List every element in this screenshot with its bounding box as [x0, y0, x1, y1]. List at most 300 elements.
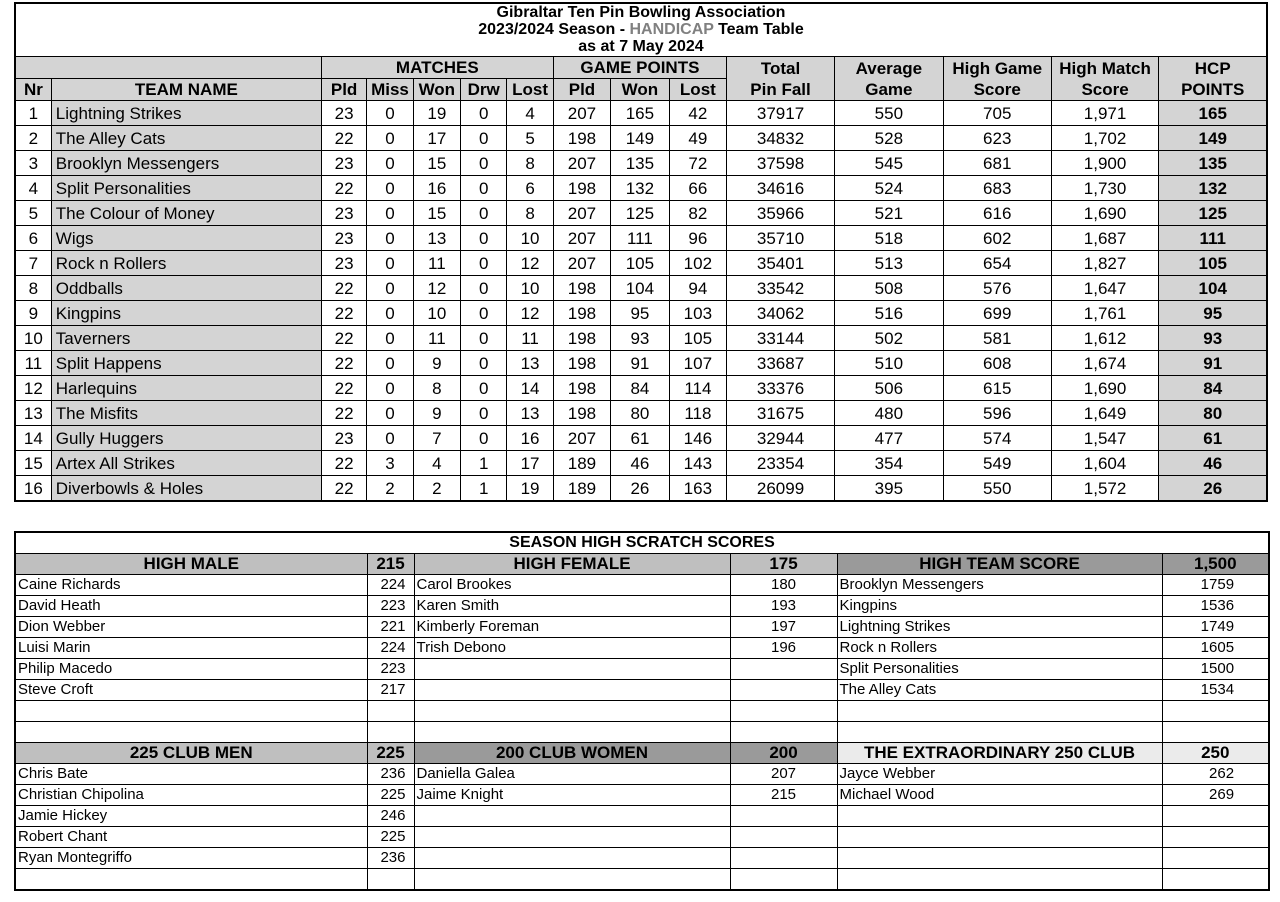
gwon-cell: 149 [611, 126, 669, 151]
gpld-cell: 207 [553, 226, 610, 251]
pld-cell: 22 [321, 326, 366, 351]
list-item [15, 848, 1269, 869]
bowler-name: Philip Macedo [15, 659, 367, 680]
gpld-cell: 207 [553, 251, 610, 276]
pinfall-cell: 31675 [727, 401, 835, 426]
team-name-cell: Split Personalities [51, 176, 321, 201]
hmatch-cell: 1,547 [1051, 426, 1159, 451]
gpld-cell: 189 [553, 476, 610, 502]
team-name-cell: Taverners [51, 326, 321, 351]
matches-pld-header: Pld [321, 79, 366, 101]
pld-cell: 22 [321, 451, 366, 476]
avg-cell: 513 [834, 251, 943, 276]
hmatch-cell: 1,702 [1051, 126, 1159, 151]
bowler-name: Michael Wood [837, 785, 1162, 806]
gpld-cell: 198 [553, 126, 610, 151]
gwon-cell: 91 [611, 351, 669, 376]
list-item [15, 827, 1269, 848]
hcp-points-cell: 105 [1159, 251, 1267, 276]
bowler-name [414, 701, 730, 722]
hmatch-cell: 1,674 [1051, 351, 1159, 376]
list-item [15, 806, 1269, 827]
team-name-cell: The Alley Cats [51, 126, 321, 151]
avg-cell: 508 [834, 276, 943, 301]
table-row [15, 451, 1267, 476]
miss-cell: 0 [367, 376, 413, 401]
bowler-name: David Heath [15, 596, 367, 617]
drw-cell: 0 [461, 351, 507, 376]
pinfall-cell: 37598 [727, 151, 835, 176]
pld-cell: 23 [321, 101, 366, 126]
gpld-cell: 198 [553, 351, 610, 376]
gwon-cell: 84 [611, 376, 669, 401]
avg-cell: 502 [834, 326, 943, 351]
team-name-cell: The Misfits [51, 401, 321, 426]
pinfall-cell: 33687 [727, 351, 835, 376]
score-value [1162, 701, 1269, 722]
drw-cell: 0 [461, 126, 507, 151]
table-row [15, 376, 1267, 401]
glost-cell: 107 [669, 351, 726, 376]
table-row [15, 476, 1267, 502]
score-value: 246 [367, 806, 414, 827]
bowler-name [15, 701, 367, 722]
list-item [15, 701, 1269, 722]
pinfall-cell: 35710 [727, 226, 835, 251]
bowler-name [414, 806, 730, 827]
hgame-cell: 615 [943, 376, 1051, 401]
bowler-name [414, 848, 730, 869]
pld-cell: 22 [321, 476, 366, 502]
score-value: 1759 [1162, 575, 1269, 596]
bowler-name [414, 659, 730, 680]
team-name-cell: Kingpins [51, 301, 321, 326]
hgame-cell: 699 [943, 301, 1051, 326]
list-item [15, 596, 1269, 617]
score-value: 223 [367, 596, 414, 617]
won-cell: 7 [413, 426, 460, 451]
score-value [730, 806, 837, 827]
list-item [15, 617, 1269, 638]
score-value: 193 [730, 596, 837, 617]
pinfall-cell: 35401 [727, 251, 835, 276]
bowler-name [15, 869, 367, 891]
hcp-points-cell: 26 [1159, 476, 1267, 502]
high-female-threshold: 175 [730, 554, 837, 575]
pinfall-cell: 35966 [727, 201, 835, 226]
won-cell: 4 [413, 451, 460, 476]
won-cell: 11 [413, 251, 460, 276]
list-item [15, 764, 1269, 785]
hcp-points-cell: 84 [1159, 376, 1267, 401]
bowler-name [15, 722, 367, 743]
club-250-title: THE EXTRAORDINARY 250 CLUB [837, 743, 1162, 764]
list-item [15, 659, 1269, 680]
drw-cell: 0 [461, 201, 507, 226]
score-value [1162, 722, 1269, 743]
pinfall-cell: 23354 [727, 451, 835, 476]
score-value [367, 701, 414, 722]
glost-cell: 102 [669, 251, 726, 276]
hcp-points-cell: 125 [1159, 201, 1267, 226]
bowler-name: Split Personalities [837, 659, 1162, 680]
gpld-cell: 198 [553, 401, 610, 426]
club-women-title: 200 CLUB WOMEN [414, 743, 730, 764]
gpld-cell: 189 [553, 451, 610, 476]
hgame-cell: 596 [943, 401, 1051, 426]
handicap-word: HANDICAP [629, 21, 714, 38]
hcp-points-cell: 61 [1159, 426, 1267, 451]
pinfall-cell: 33144 [727, 326, 835, 351]
gpld-cell: 207 [553, 151, 610, 176]
average-game-header: Average Game [834, 57, 943, 101]
team-name-cell: Wigs [51, 226, 321, 251]
glost-cell: 42 [669, 101, 726, 126]
team-name-cell: Lightning Strikes [51, 101, 321, 126]
club-men-title: 225 CLUB MEN [15, 743, 367, 764]
nr-cell: 4 [15, 176, 51, 201]
won-cell: 9 [413, 401, 460, 426]
hmatch-cell: 1,572 [1051, 476, 1159, 502]
team-name-cell: Brooklyn Messengers [51, 151, 321, 176]
list-item [15, 638, 1269, 659]
table-row [15, 151, 1267, 176]
nr-cell: 16 [15, 476, 51, 502]
pld-cell: 22 [321, 126, 366, 151]
bowler-name [837, 806, 1162, 827]
bowler-name: Jamie Hickey [15, 806, 367, 827]
hcp-points-cell: 95 [1159, 301, 1267, 326]
lost-cell: 8 [507, 151, 553, 176]
table-row [15, 351, 1267, 376]
miss-cell: 0 [367, 101, 413, 126]
high-match-header: High Match Score [1051, 57, 1159, 101]
score-value: 225 [367, 785, 414, 806]
gpld-cell: 198 [553, 376, 610, 401]
pld-cell: 23 [321, 226, 366, 251]
hgame-cell: 654 [943, 251, 1051, 276]
high-female-title: HIGH FEMALE [414, 554, 730, 575]
miss-cell: 0 [367, 201, 413, 226]
glost-cell: 72 [669, 151, 726, 176]
score-value [1162, 869, 1269, 891]
team-name-cell: The Colour of Money [51, 201, 321, 226]
drw-cell: 0 [461, 426, 507, 451]
miss-cell: 0 [367, 301, 413, 326]
score-value: 180 [730, 575, 837, 596]
matches-lost-header: Lost [507, 79, 553, 101]
score-value [730, 701, 837, 722]
table-row [15, 326, 1267, 351]
score-value [367, 722, 414, 743]
hcp-points-cell: 135 [1159, 151, 1267, 176]
lost-cell: 10 [507, 276, 553, 301]
high-game-header: High Game Score [943, 57, 1051, 101]
won-cell: 15 [413, 201, 460, 226]
glost-cell: 114 [669, 376, 726, 401]
avg-cell: 550 [834, 101, 943, 126]
bowler-name [837, 722, 1162, 743]
gwon-cell: 104 [611, 276, 669, 301]
won-cell: 12 [413, 276, 460, 301]
bowler-name [837, 701, 1162, 722]
list-item [15, 869, 1269, 891]
gpld-cell: 198 [553, 176, 610, 201]
high-male-threshold: 215 [367, 554, 414, 575]
season-title: 2023/2024 Season - HANDICAP Team Table [478, 21, 804, 38]
team-name-cell: Gully Huggers [51, 426, 321, 451]
glost-cell: 163 [669, 476, 726, 502]
miss-cell: 0 [367, 126, 413, 151]
miss-cell: 0 [367, 276, 413, 301]
hcp-points-cell: 104 [1159, 276, 1267, 301]
pinfall-cell: 34062 [727, 301, 835, 326]
pinfall-cell: 33542 [727, 276, 835, 301]
gwon-cell: 165 [611, 101, 669, 126]
bowler-name: Luisi Marin [15, 638, 367, 659]
list-item [15, 785, 1269, 806]
pld-cell: 22 [321, 401, 366, 426]
lost-cell: 4 [507, 101, 553, 126]
hmatch-cell: 1,971 [1051, 101, 1159, 126]
won-cell: 16 [413, 176, 460, 201]
score-value: 221 [367, 617, 414, 638]
score-value [367, 869, 414, 891]
score-value [730, 848, 837, 869]
drw-cell: 0 [461, 226, 507, 251]
bowler-name: Brooklyn Messengers [837, 575, 1162, 596]
nr-cell: 8 [15, 276, 51, 301]
miss-cell: 2 [367, 476, 413, 502]
miss-cell: 3 [367, 451, 413, 476]
hmatch-cell: 1,900 [1051, 151, 1159, 176]
team-name-cell: Artex All Strikes [51, 451, 321, 476]
bowler-name: Jayce Webber [837, 764, 1162, 785]
pld-cell: 22 [321, 376, 366, 401]
total-pinfall-header: Total Pin Fall [727, 57, 835, 101]
miss-cell: 0 [367, 176, 413, 201]
pld-cell: 23 [321, 426, 366, 451]
bowler-name: Jaime Knight [414, 785, 730, 806]
hmatch-cell: 1,612 [1051, 326, 1159, 351]
bowler-name: Daniella Galea [414, 764, 730, 785]
hmatch-cell: 1,690 [1051, 376, 1159, 401]
miss-cell: 0 [367, 401, 413, 426]
gwon-cell: 46 [611, 451, 669, 476]
hmatch-cell: 1,649 [1051, 401, 1159, 426]
gpld-cell: 198 [553, 326, 610, 351]
hgame-cell: 550 [943, 476, 1051, 502]
section-header-row [15, 554, 1269, 575]
lost-cell: 16 [507, 426, 553, 451]
won-cell: 9 [413, 351, 460, 376]
pld-cell: 22 [321, 351, 366, 376]
table-row [15, 426, 1267, 451]
table-row [15, 176, 1267, 201]
avg-cell: 395 [834, 476, 943, 502]
nr-cell: 1 [15, 101, 51, 126]
lost-cell: 8 [507, 201, 553, 226]
score-value: 223 [367, 659, 414, 680]
avg-cell: 510 [834, 351, 943, 376]
drw-cell: 0 [461, 401, 507, 426]
lost-cell: 11 [507, 326, 553, 351]
gp-lost-header: Lost [669, 79, 726, 101]
bowler-name: Caine Richards [15, 575, 367, 596]
matches-header: MATCHES [321, 57, 553, 79]
bowler-name [414, 722, 730, 743]
drw-cell: 1 [461, 451, 507, 476]
team-name-header: TEAM NAME [51, 79, 321, 101]
bowler-name: Trish Debono [414, 638, 730, 659]
avg-cell: 521 [834, 201, 943, 226]
score-value: 1536 [1162, 596, 1269, 617]
hmatch-cell: 1,827 [1051, 251, 1159, 276]
nr-header: Nr [15, 79, 51, 101]
glost-cell: 96 [669, 226, 726, 251]
gpld-cell: 207 [553, 201, 610, 226]
miss-cell: 0 [367, 326, 413, 351]
league-table [14, 2, 1268, 502]
list-item [15, 575, 1269, 596]
gwon-cell: 95 [611, 301, 669, 326]
score-value: 262 [1162, 764, 1269, 785]
table-row [15, 126, 1267, 151]
score-value [730, 869, 837, 891]
high-male-title: HIGH MALE [15, 554, 367, 575]
list-item [15, 680, 1269, 701]
lost-cell: 5 [507, 126, 553, 151]
score-value: 269 [1162, 785, 1269, 806]
gwon-cell: 111 [611, 226, 669, 251]
hgame-cell: 681 [943, 151, 1051, 176]
hmatch-cell: 1,730 [1051, 176, 1159, 201]
miss-cell: 0 [367, 226, 413, 251]
table-row [15, 401, 1267, 426]
gp-pld-header: Pld [553, 79, 610, 101]
pld-cell: 22 [321, 301, 366, 326]
section-header-row [15, 743, 1269, 764]
miss-cell: 0 [367, 251, 413, 276]
won-cell: 13 [413, 226, 460, 251]
nr-cell: 12 [15, 376, 51, 401]
won-cell: 10 [413, 301, 460, 326]
gpld-cell: 198 [553, 301, 610, 326]
avg-cell: 506 [834, 376, 943, 401]
lost-cell: 12 [507, 301, 553, 326]
drw-cell: 0 [461, 151, 507, 176]
bowler-name: Rock n Rollers [837, 638, 1162, 659]
drw-cell: 0 [461, 301, 507, 326]
game-points-header: GAME POINTS [553, 57, 726, 79]
miss-cell: 0 [367, 426, 413, 451]
score-value: 196 [730, 638, 837, 659]
drw-cell: 1 [461, 476, 507, 502]
hmatch-cell: 1,647 [1051, 276, 1159, 301]
team-name-cell: Diverbowls & Holes [51, 476, 321, 502]
glost-cell: 143 [669, 451, 726, 476]
glost-cell: 49 [669, 126, 726, 151]
gpld-cell: 207 [553, 101, 610, 126]
nr-cell: 10 [15, 326, 51, 351]
gpld-cell: 207 [553, 426, 610, 451]
nr-cell: 3 [15, 151, 51, 176]
bowler-name: Kingpins [837, 596, 1162, 617]
glost-cell: 94 [669, 276, 726, 301]
score-value [1162, 848, 1269, 869]
association-title: Gibraltar Ten Pin Bowling Association [496, 4, 786, 21]
pinfall-cell: 32944 [727, 426, 835, 451]
table-row [15, 226, 1267, 251]
hcp-points-cell: 93 [1159, 326, 1267, 351]
hgame-cell: 581 [943, 326, 1051, 351]
score-value: 215 [730, 785, 837, 806]
high-team-title: HIGH TEAM SCORE [837, 554, 1162, 575]
avg-cell: 545 [834, 151, 943, 176]
hcp-points-cell: 46 [1159, 451, 1267, 476]
nr-cell: 6 [15, 226, 51, 251]
score-value: 225 [367, 827, 414, 848]
nr-cell: 2 [15, 126, 51, 151]
bowler-name: Robert Chant [15, 827, 367, 848]
gwon-cell: 125 [611, 201, 669, 226]
score-value: 207 [730, 764, 837, 785]
team-name-cell: Harlequins [51, 376, 321, 401]
nr-cell: 13 [15, 401, 51, 426]
hcp-points-cell: 111 [1159, 226, 1267, 251]
lost-cell: 13 [507, 401, 553, 426]
matches-drw-header: Drw [461, 79, 507, 101]
hcp-points-cell: 91 [1159, 351, 1267, 376]
glost-cell: 146 [669, 426, 726, 451]
hmatch-cell: 1,690 [1051, 201, 1159, 226]
pld-cell: 22 [321, 276, 366, 301]
table-row [15, 276, 1267, 301]
hgame-cell: 616 [943, 201, 1051, 226]
gwon-cell: 61 [611, 426, 669, 451]
lost-cell: 19 [507, 476, 553, 502]
avg-cell: 528 [834, 126, 943, 151]
score-value [1162, 827, 1269, 848]
score-value: 224 [367, 575, 414, 596]
score-value: 1749 [1162, 617, 1269, 638]
list-item [15, 722, 1269, 743]
drw-cell: 0 [461, 376, 507, 401]
pld-cell: 23 [321, 151, 366, 176]
high-team-threshold: 1,500 [1162, 554, 1269, 575]
drw-cell: 0 [461, 276, 507, 301]
matches-won-header: Won [413, 79, 460, 101]
gwon-cell: 105 [611, 251, 669, 276]
lost-cell: 13 [507, 351, 553, 376]
hgame-cell: 602 [943, 226, 1051, 251]
miss-cell: 0 [367, 351, 413, 376]
table-row [15, 101, 1267, 126]
bowler-name: The Alley Cats [837, 680, 1162, 701]
matches-miss-header: Miss [367, 79, 413, 101]
nr-cell: 5 [15, 201, 51, 226]
miss-cell: 0 [367, 151, 413, 176]
hmatch-cell: 1,687 [1051, 226, 1159, 251]
bowler-name [837, 848, 1162, 869]
avg-cell: 480 [834, 401, 943, 426]
bowler-name [414, 827, 730, 848]
bowler-name [837, 827, 1162, 848]
score-value [1162, 806, 1269, 827]
lost-cell: 6 [507, 176, 553, 201]
gwon-cell: 93 [611, 326, 669, 351]
hmatch-cell: 1,761 [1051, 301, 1159, 326]
